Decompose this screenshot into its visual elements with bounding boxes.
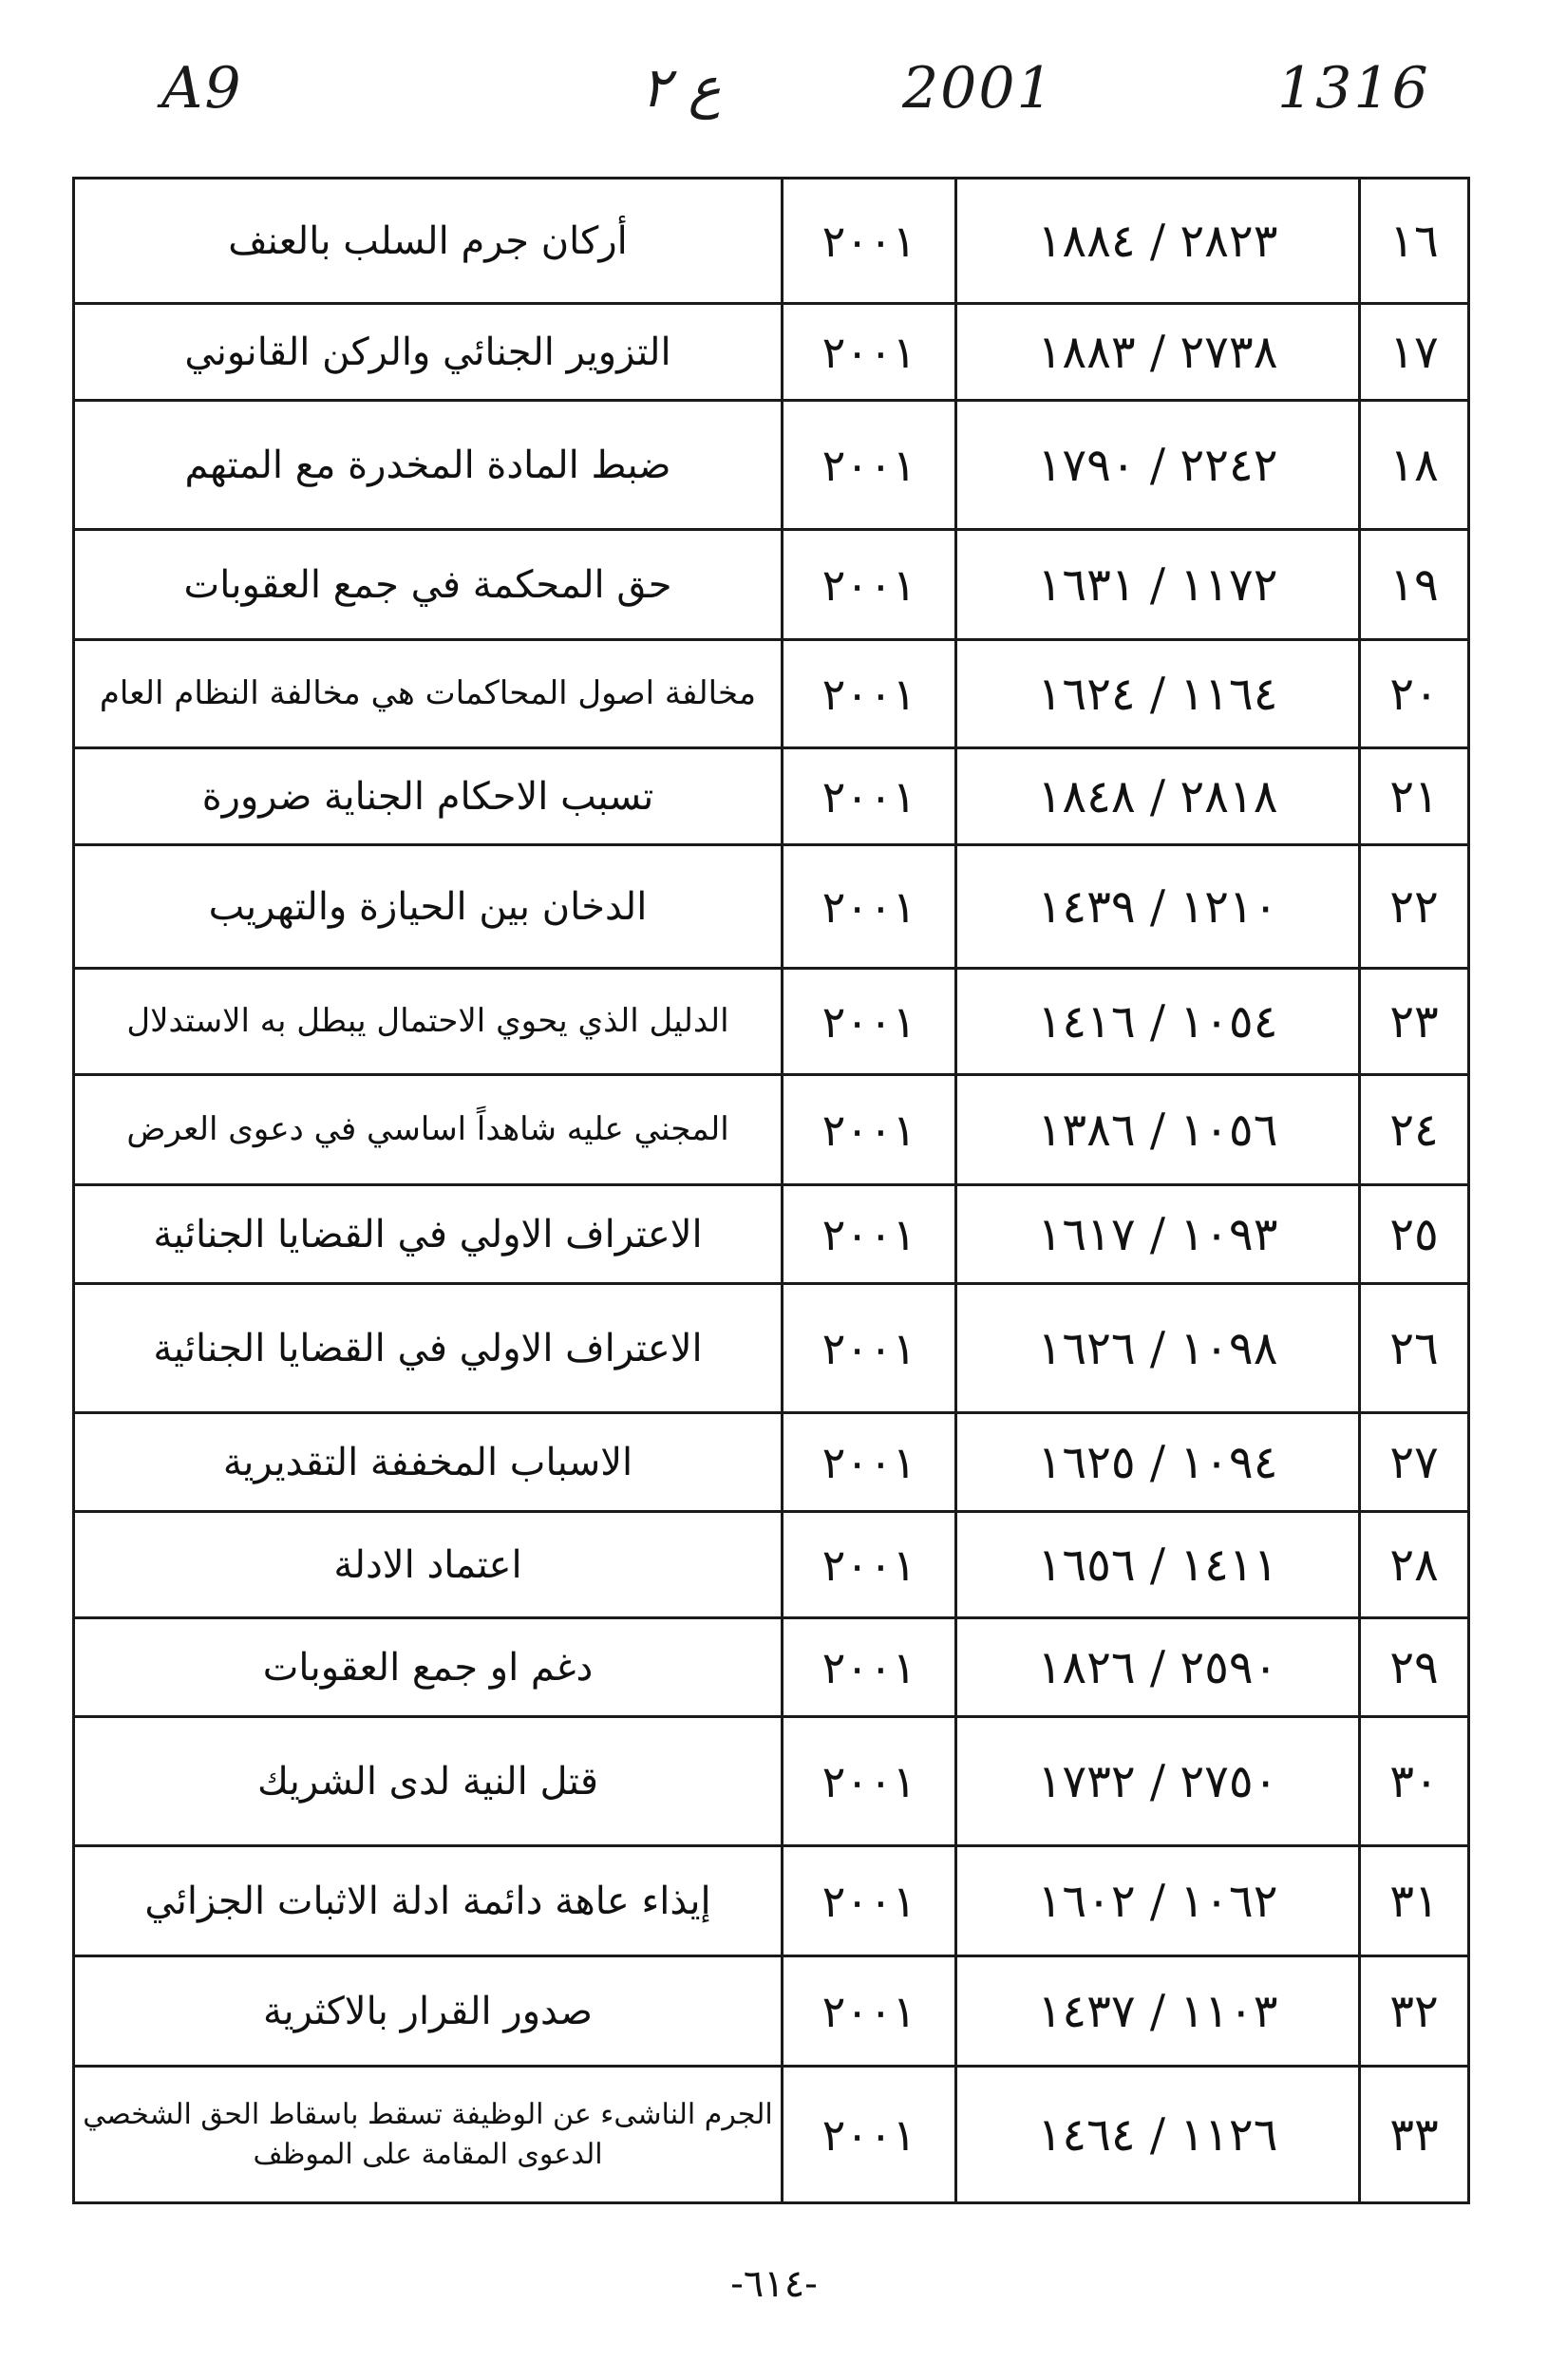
ruling-reference: ١٠٥٤ / ١٤١٦ — [956, 969, 1360, 1075]
ruling-year: ٢٠٠١ — [783, 1185, 956, 1284]
table-row — [74, 1185, 1469, 1284]
table-row — [74, 1284, 1469, 1413]
ruling-reference: ١١٠٣ / ١٤٣٧ — [956, 1956, 1360, 2067]
ruling-year: ٢٠٠١ — [783, 1846, 956, 1956]
ruling-reference: ١١٧٢ / ١٦٣١ — [956, 530, 1360, 640]
ruling-reference: ٢٨١٨ / ١٨٤٨ — [956, 748, 1360, 845]
ruling-year: ٢٠٠١ — [783, 1512, 956, 1618]
ruling-year: ٢٠٠١ — [783, 1956, 956, 2067]
ruling-reference: ١١٢٦ / ١٤٦٤ — [956, 2067, 1360, 2203]
ruling-year: ٢٠٠١ — [783, 845, 956, 969]
table-row — [74, 1512, 1469, 1618]
ruling-year: ٢٠٠١ — [783, 401, 956, 530]
ruling-reference: ٢٨٢٣ / ١٨٨٤ — [956, 179, 1360, 304]
ruling-subject: الاسباب المخففة التقديرية — [74, 1413, 783, 1512]
ruling-subject: الدليل الذي يحوي الاحتمال يبطل به الاستدلال — [74, 969, 783, 1075]
ruling-subject: التزوير الجنائي والركن القانوني — [74, 304, 783, 401]
table-row — [74, 304, 1469, 401]
table-row — [74, 640, 1469, 748]
ruling-subject: قتل النية لدى الشريك — [74, 1717, 783, 1846]
ruling-year: ٢٠٠١ — [783, 1075, 956, 1185]
ruling-subject: اعتماد الادلة — [74, 1512, 783, 1618]
ruling-reference: ١٠٩٤ / ١٦٢٥ — [956, 1413, 1360, 1512]
ruling-subject: صدور القرار بالاكثرية — [74, 1956, 783, 2067]
row-number: ١٨ — [1360, 401, 1469, 530]
row-number: ٢٢ — [1360, 845, 1469, 969]
row-number: ٢٨ — [1360, 1512, 1469, 1618]
table-row — [74, 1846, 1469, 1956]
row-number: ١٦ — [1360, 179, 1469, 304]
row-number: ٣٠ — [1360, 1717, 1469, 1846]
row-number: ٢٤ — [1360, 1075, 1469, 1185]
table-row — [74, 1618, 1469, 1717]
ruling-reference: ١٤١١ / ١٦٥٦ — [956, 1512, 1360, 1618]
ruling-year: ٢٠٠١ — [783, 640, 956, 748]
ruling-subject: ضبط المادة المخدرة مع المتهم — [74, 401, 783, 530]
ruling-year: ٢٠٠١ — [783, 179, 956, 304]
table-row — [74, 530, 1469, 640]
ruling-reference: ١٢١٠ / ١٤٣٩ — [956, 845, 1360, 969]
table-row — [74, 2067, 1469, 2203]
table-row — [74, 969, 1469, 1075]
rulings-table — [72, 177, 1470, 2204]
ruling-reference: ٢٥٩٠ / ١٨٢٦ — [956, 1618, 1360, 1717]
handwritten-note-year: 2001 — [902, 55, 1055, 122]
row-number: ٣٣ — [1360, 2067, 1469, 2203]
row-number: ٢٠ — [1360, 640, 1469, 748]
ruling-year: ٢٠٠١ — [783, 1717, 956, 1846]
ruling-subject: الاعتراف الاولي في القضايا الجنائية — [74, 1185, 783, 1284]
ruling-subject: أركان جرم السلب بالعنف — [74, 179, 783, 304]
row-number: ٢١ — [1360, 748, 1469, 845]
ruling-reference: ١٠٩٣ / ١٦١٧ — [956, 1185, 1360, 1284]
handwritten-note-middle: ع ٢ — [641, 55, 722, 120]
ruling-year: ٢٠٠١ — [783, 530, 956, 640]
ruling-subject: إيذاء عاهة دائمة ادلة الاثبات الجزائي — [74, 1846, 783, 1956]
row-number: ١٩ — [1360, 530, 1469, 640]
ruling-subject: تسبب الاحكام الجناية ضرورة — [74, 748, 783, 845]
table-row — [74, 845, 1469, 969]
ruling-year: ٢٠٠١ — [783, 969, 956, 1075]
row-number: ١٧ — [1360, 304, 1469, 401]
ruling-year: ٢٠٠١ — [783, 1413, 956, 1512]
table-row — [74, 1075, 1469, 1185]
row-number: ٢٧ — [1360, 1413, 1469, 1512]
table-row — [74, 401, 1469, 530]
handwritten-note-left: A9 — [161, 55, 243, 122]
ruling-reference: ١٠٦٢ / ١٦٠٢ — [956, 1846, 1360, 1956]
ruling-reference: ٢٢٤٢ / ١٧٩٠ — [956, 401, 1360, 530]
table-row — [74, 748, 1469, 845]
ruling-year: ٢٠٠١ — [783, 2067, 956, 2203]
page-number: -٦١٤- — [730, 2262, 818, 2306]
row-number: ٢٩ — [1360, 1618, 1469, 1717]
ruling-subject: مخالفة اصول المحاكمات هي مخالفة النظام العام — [74, 640, 783, 748]
table-row — [74, 1413, 1469, 1512]
ruling-year: ٢٠٠١ — [783, 1618, 956, 1717]
table-row — [74, 1956, 1469, 2067]
ruling-subject: الجرم الناشىء عن الوظيفة تسقط باسقاط الحق الشخصي الدعوى المقامة على الموظف — [74, 2067, 783, 2203]
ruling-year: ٢٠٠١ — [783, 304, 956, 401]
ruling-year: ٢٠٠١ — [783, 748, 956, 845]
table-row — [74, 179, 1469, 304]
row-number: ٢٣ — [1360, 969, 1469, 1075]
ruling-reference: ٢٧٣٨ / ١٨٨٣ — [956, 304, 1360, 401]
ruling-reference: ٢٧٥٠ / ١٧٣٢ — [956, 1717, 1360, 1846]
handwritten-note-right: 1316 — [1277, 55, 1430, 122]
ruling-year: ٢٠٠١ — [783, 1284, 956, 1413]
ruling-subject: حق المحكمة في جمع العقوبات — [74, 530, 783, 640]
row-number: ٣٢ — [1360, 1956, 1469, 2067]
ruling-reference: ١١٦٤ / ١٦٢٤ — [956, 640, 1360, 748]
ruling-reference: ١٠٩٨ / ١٦٢٦ — [956, 1284, 1360, 1413]
row-number: ٢٥ — [1360, 1185, 1469, 1284]
ruling-subject: المجني عليه شاهداً اساسي في دعوى العرض — [74, 1075, 783, 1185]
ruling-reference: ١٠٥٦ / ١٣٨٦ — [956, 1075, 1360, 1185]
row-number: ٣١ — [1360, 1846, 1469, 1956]
ruling-subject: الاعتراف الاولي في القضايا الجنائية — [74, 1284, 783, 1413]
ruling-subject: الدخان بين الحيازة والتهريب — [74, 845, 783, 969]
row-number: ٢٦ — [1360, 1284, 1469, 1413]
table-row — [74, 1717, 1469, 1846]
ruling-subject: دغم او جمع العقوبات — [74, 1618, 783, 1717]
